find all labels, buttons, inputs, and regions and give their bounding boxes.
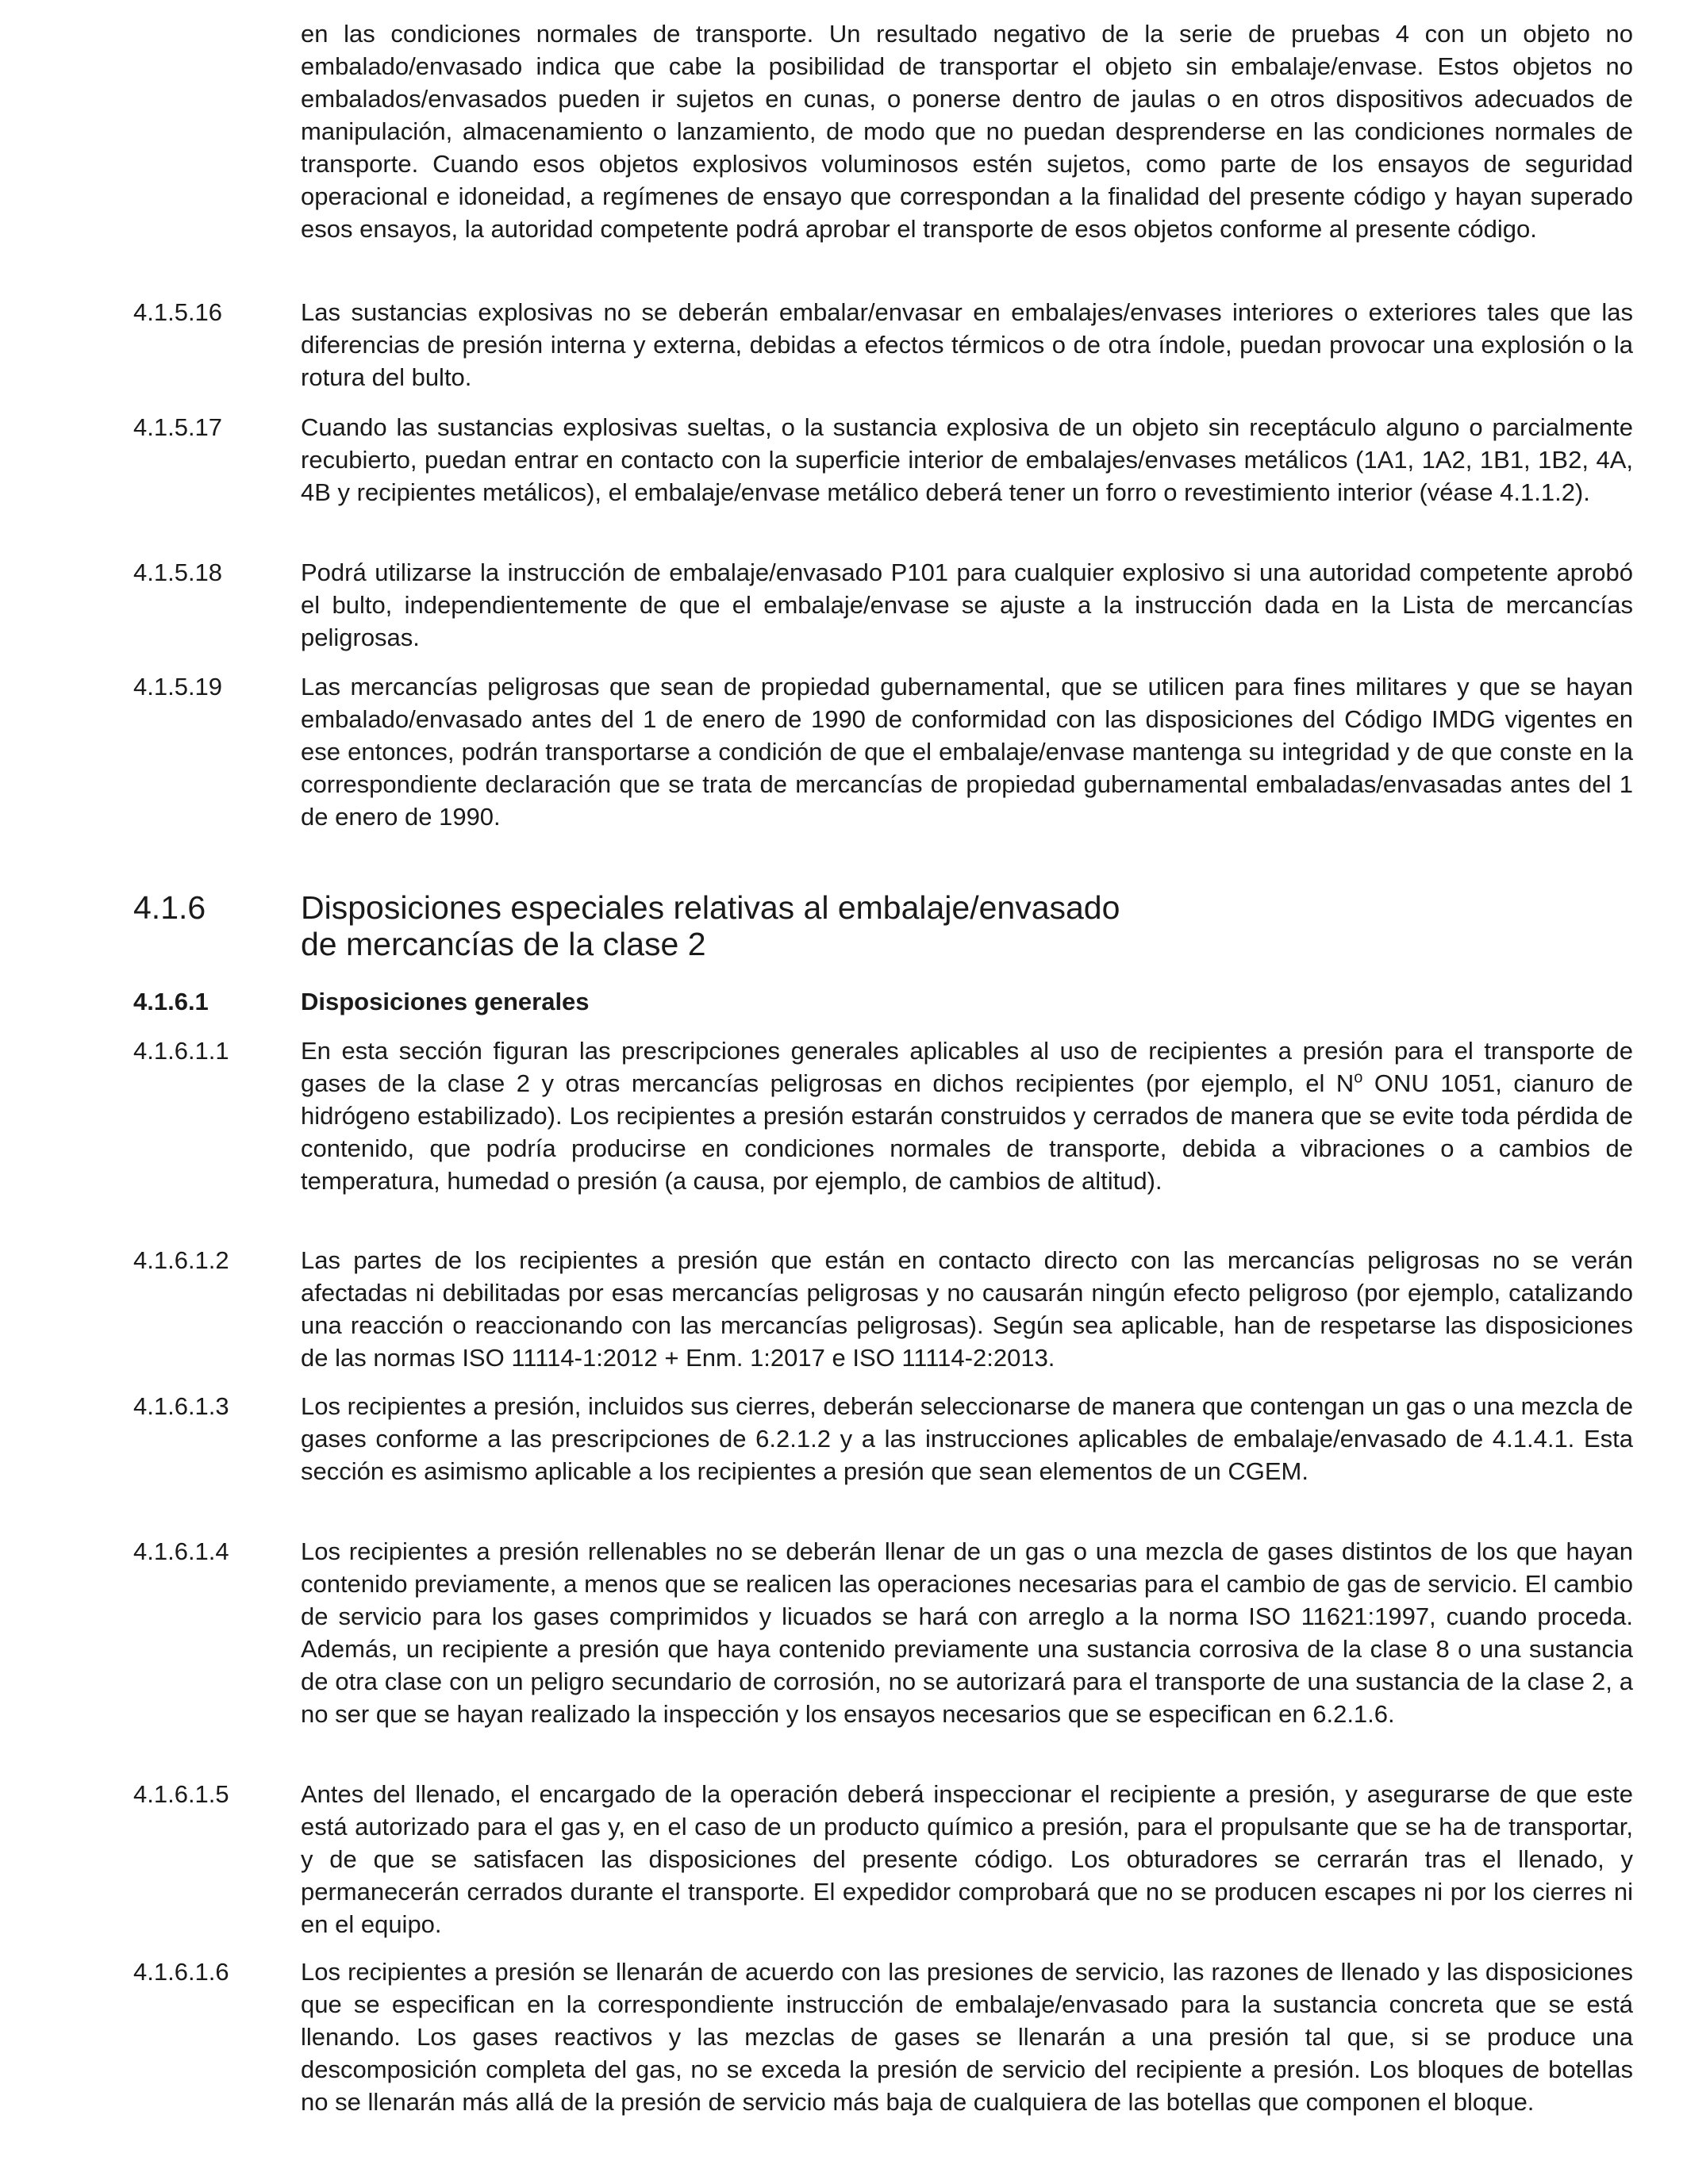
paragraph-text: Los recipientes a presión, incluidos sus cierres, deberán seleccionarse de manera que contengan un gas o una mezcla de gases conforme a las prescripciones de 6.2.1.2 y a las instrucciones aplicables de embalaje/envasado de 4.1.4.1. Esta sección es asimismo aplicable a los recipientes a presión que sean elementos de un CGEM.	[301, 1392, 1633, 1485]
section-title	[301, 889, 1633, 962]
paragraph-number: 4.1.6.1.6	[133, 1958, 229, 1986]
paragraph-text: Los recipientes a presión rellenables no se deberán llenar de un gas o una mezcla de gases distintos de los que hayan contenido previamente, a menos que se realicen las operaciones necesarias para el cambio de gas de servicio. El cambio de servicio para los gases comprimidos y licuados se hará con arreglo a la norma ISO 11621:1997, cuando proceda. Además, un recipiente a presión que haya contenido previamente una sustancia corrosiva de la clase 8 o una sustancia de otra clase con un peligro secundario de corrosión, no se autorizará para el transporte de una sustancia de la clase 2, a no ser que se hayan realizado la inspección y los ensayos necesarios que se especifican en 6.2.1.6.	[301, 1537, 1633, 1728]
paragraph-number: 4.1.6.1.2	[133, 1246, 229, 1274]
section-title-line2: de mercancías de la clase 2	[301, 926, 706, 962]
paragraph-text	[301, 1034, 1633, 1197]
section-title-line1: Disposiciones especiales relativas al embalaje/envasado	[301, 889, 1120, 926]
subsection-number: 4.1.6.1	[133, 988, 209, 1015]
paragraph-number: 4.1.5.19	[133, 673, 223, 700]
paragraph-number: 4.1.6.1.4	[133, 1537, 229, 1565]
paragraph-text: Las mercancías peligrosas que sean de propiedad gubernamental, que se utilicen para fines militares y que se hayan embalado/envasado antes del 1 de enero de 1990 de conformidad con las disposiciones del Código IMDG vigentes en ese entonces, podrán transportarse a condición de que el embalaje/envase mantenga su integridad y de que conste en la correspondiente declaración que se trata de mercancías de propiedad gubernamental embaladas/envasadas antes del 1 de enero de 1990.	[301, 673, 1633, 831]
paragraph-number: 4.1.5.17	[133, 413, 223, 441]
paragraph-text: Los recipientes a presión se llenarán de acuerdo con las presiones de servicio, las razones de llenado y las disposiciones que se especifican en la correspondiente instrucción de embalaje/envasado para la sustancia concreta que se está llenando. Los gases reactivos y las mezclas de gases se llenarán a una presión tal que, si se produce una descomposición completa del gas, no se exceda la presión de servicio del recipiente a presión. Los bloques de botellas no se llenarán más allá de la presión de servicio más baja de cualquiera de las botellas que componen el bloque.	[301, 1958, 1633, 2116]
section-heading-4-1-6	[133, 889, 1633, 962]
paragraph-4-1-6-1-3	[133, 1390, 1633, 1487]
subsection-title: Disposiciones generales	[301, 988, 590, 1015]
paragraph-text: Podrá utilizarse la instrucción de embalaje/envasado P101 para cualquier explosivo si una autoridad competente aprobó el bulto, independientemente de que el embalaje/envase se ajuste a la instrucción dada en la Lista de mercancías peligrosas.	[301, 558, 1633, 651]
paragraph-4-1-5-16	[133, 296, 1633, 393]
paragraph-4-1-6-1-2	[133, 1244, 1633, 1374]
paragraph-4-1-6-1-4	[133, 1535, 1633, 1730]
paragraph-4-1-5-18	[133, 556, 1633, 654]
paragraph-text: Cuando las sustancias explosivas sueltas, o la sustancia explosiva de un objeto sin receptáculo alguno o parcialmente recubierto, puedan entrar en contacto con la superficie interior de embalajes/envases metálicos (1A1, 1A2, 1B1, 1B2, 4A, 4B y recipientes metálicos), el embalaje/envase metálico deberá tener un forro o revestimiento interior (véase 4.1.1.2).	[301, 413, 1633, 506]
paragraph-4-1-5-17	[133, 411, 1633, 509]
continuation-paragraph: en las condiciones normales de transporte. Un resultado negativo de la serie de pruebas 4 con un objeto no embalado/envasado indica que cabe la posibilidad de transportar el objeto sin embalaje/envase. Estos objetos no embalados/envasados pueden ir sujetos en cunas, o ponerse dentro de jaulas o en otros dispositivos adecuados de manipulación, almacenamiento o lanzamiento, de modo que no puedan desprenderse en las condiciones normales de transporte. Cuando esos objetos explosivos voluminosos estén sujetos, como parte de los ensayos de seguridad operacional e idoneidad, a regímenes de ensayo que correspondan a la finalidad del presente código y hayan superado esos ensayos, la autoridad competente podrá aprobar el transporte de esos objetos conforme al presente código.	[301, 20, 1633, 243]
paragraph-text-part1: En esta sección figuran las prescripciones generales aplicables al uso de recipientes a presión para el transporte de gases de la clase 2 y otras mercancías peligrosas en dichos recipientes (por ejemplo, el N	[301, 1037, 1633, 1097]
paragraph-4-1-6-1-6	[133, 1956, 1633, 2118]
subsection-heading-4-1-6-1	[133, 985, 1633, 1018]
paragraph-number: 4.1.6.1.5	[133, 1780, 229, 1808]
paragraph-number: 4.1.6.1.1	[133, 1037, 229, 1065]
paragraph-number: 4.1.6.1.3	[133, 1392, 229, 1420]
section-number: 4.1.6	[133, 889, 206, 926]
paragraph-4-1-5-19	[133, 670, 1633, 833]
paragraph-text: Las sustancias explosivas no se deberán embalar/envasar en embalajes/envases interiores o exteriores tales que las diferencias de presión interna y externa, debidas a efectos térmicos o de otra índole, puedan provocar una explosión o la rotura del bulto.	[301, 298, 1633, 391]
paragraph-text-part2: ONU 1051, cianuro de hidrógeno estabilizado). Los recipientes a presión estarán construidos y cerrados de manera que se evite toda pérdida de contenido, que podría producirse en condiciones normales de transporte, debida a vibraciones o a cambios de temperatura, humedad o presión (a causa, por ejemplo, de cambios de altitud).	[301, 1069, 1633, 1195]
paragraph-text: Las partes de los recipientes a presión que están en contacto directo con las mercancías peligrosas no se verán afectadas ni debilitadas por esas mercancías peligrosas y no causarán ningún efecto peligroso (por ejemplo, catalizando una reacción o reaccionando con las mercancías peligrosas). Según sea aplicable, han de respetarse las disposiciones de las normas ISO 11114-1:2012 + Enm. 1:2017 e ISO 11114-2:2013.	[301, 1246, 1633, 1372]
ordinal-superscript: o	[1354, 1069, 1363, 1087]
paragraph-text: Antes del llenado, el encargado de la operación deberá inspeccionar el recipiente a presión, y asegurarse de que este está autorizado para el gas y, en el caso de un producto químico a presión, para el propulsante que se ha de transportar, y de que se satisfacen las disposiciones del presente código. Los obturadores se cerrarán tras el llenado, y permanecerán cerrados durante el transporte. El expedidor comprobará que no se producen escapes ni por los cierres ni en el equipo.	[301, 1780, 1633, 1938]
paragraph-4-1-6-1-5	[133, 1778, 1633, 1940]
paragraph-number: 4.1.5.18	[133, 558, 223, 586]
paragraph-4-1-6-1-1	[133, 1034, 1633, 1197]
paragraph-number: 4.1.5.16	[133, 298, 223, 326]
